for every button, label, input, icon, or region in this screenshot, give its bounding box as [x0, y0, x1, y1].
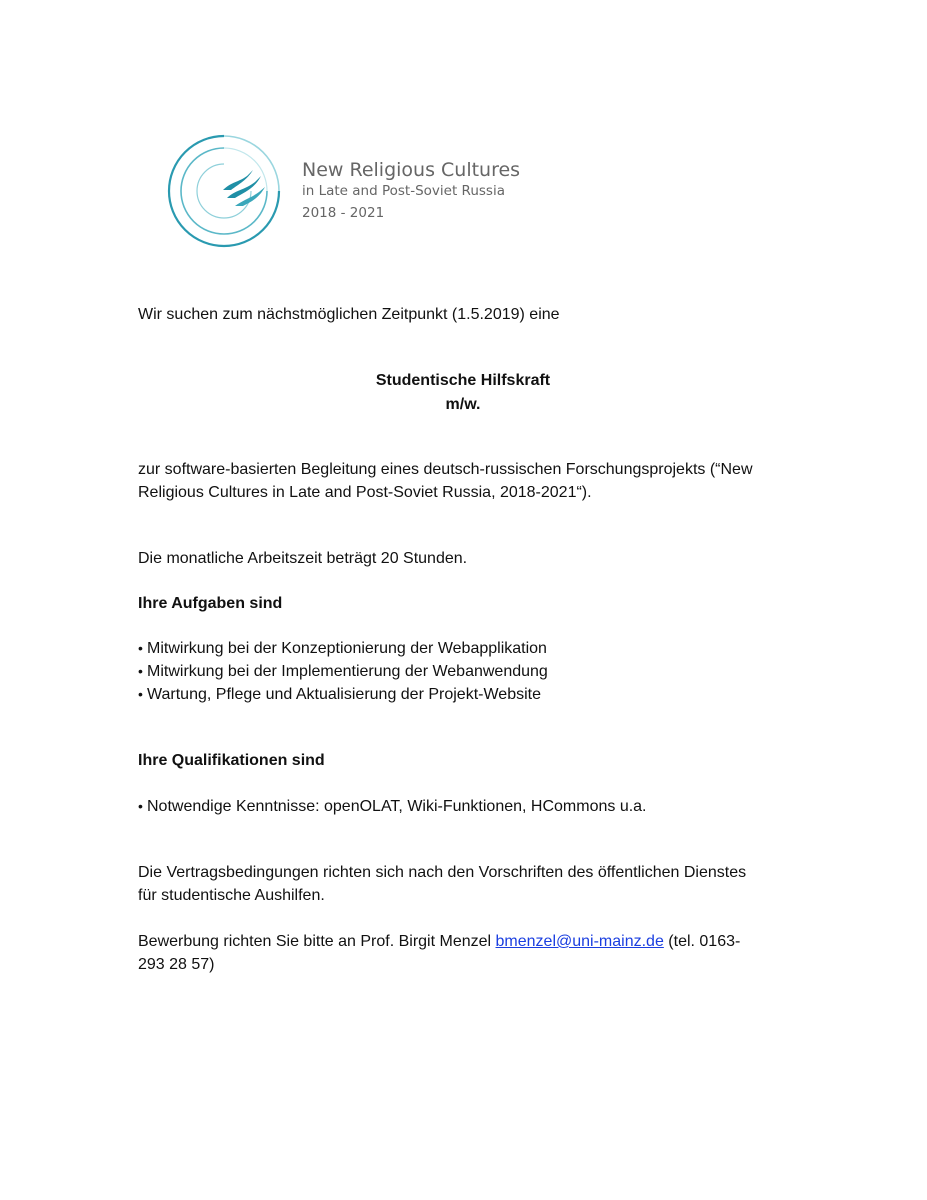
task-item-text: Mitwirkung bei der Konzeptionierung der Webapplikation: [147, 640, 547, 657]
description-line-1: zur software-basierten Begleitung eines deutsch-russischen Forschungsprojekts (“New: [138, 461, 753, 478]
bullet-icon: •: [138, 663, 143, 679]
tasks-heading: Ihre Aufgaben sind: [138, 595, 283, 612]
logo-subtitle: in Late and Post-Soviet Russia: [302, 183, 505, 199]
circles-waves-logo-icon: [165, 132, 283, 250]
task-item: [138, 660, 548, 683]
logo-title: New Religious Cultures: [302, 159, 521, 181]
qualification-item: [138, 795, 647, 818]
position-gender: m/w.: [445, 396, 481, 413]
project-logo: [165, 132, 545, 250]
conditions-line-1: Die Vertragsbedingungen richten sich nach den Vorschriften des öffentlichen Dienstes: [138, 864, 747, 881]
email-link[interactable]: bmenzel@uni-mainz.de: [495, 933, 664, 950]
working-time-text: Die monatliche Arbeitszeit beträgt 20 Stunden.: [138, 550, 468, 567]
task-item-text: Mitwirkung bei der Implementierung der Webanwendung: [147, 663, 548, 680]
logo-years: 2018 - 2021: [302, 205, 385, 221]
task-item: [138, 683, 541, 706]
description-line-2: Religious Cultures in Late and Post-Soviet Russia, 2018-2021“).: [138, 484, 592, 501]
task-item: [138, 637, 547, 660]
application-prefix: Bewerbung richten Sie bitte an Prof. Birgit Menzel: [138, 933, 496, 950]
bullet-icon: •: [138, 686, 143, 702]
logo-text-block: [302, 158, 520, 223]
position-title: Studentische Hilfskraft: [375, 372, 551, 389]
application-line-1: [138, 930, 788, 953]
qualifications-heading: Ihre Qualifikationen sind: [138, 752, 325, 769]
task-item-text: Wartung, Pflege und Aktualisierung der Projekt-Website: [147, 686, 541, 703]
conditions-line-2: für studentische Aushilfen.: [138, 887, 325, 904]
application-suffix: (tel. 0163-: [663, 933, 741, 950]
bullet-icon: •: [138, 798, 143, 814]
application-line-2: 293 28 57): [138, 956, 215, 973]
intro-text: Wir suchen zum nächstmöglichen Zeitpunkt (1.5.2019) eine: [138, 306, 560, 323]
qualification-item-text: Notwendige Kenntnisse: openOLAT, Wiki-Funktionen, HCommons u.a.: [147, 798, 647, 815]
bullet-icon: •: [138, 640, 143, 656]
